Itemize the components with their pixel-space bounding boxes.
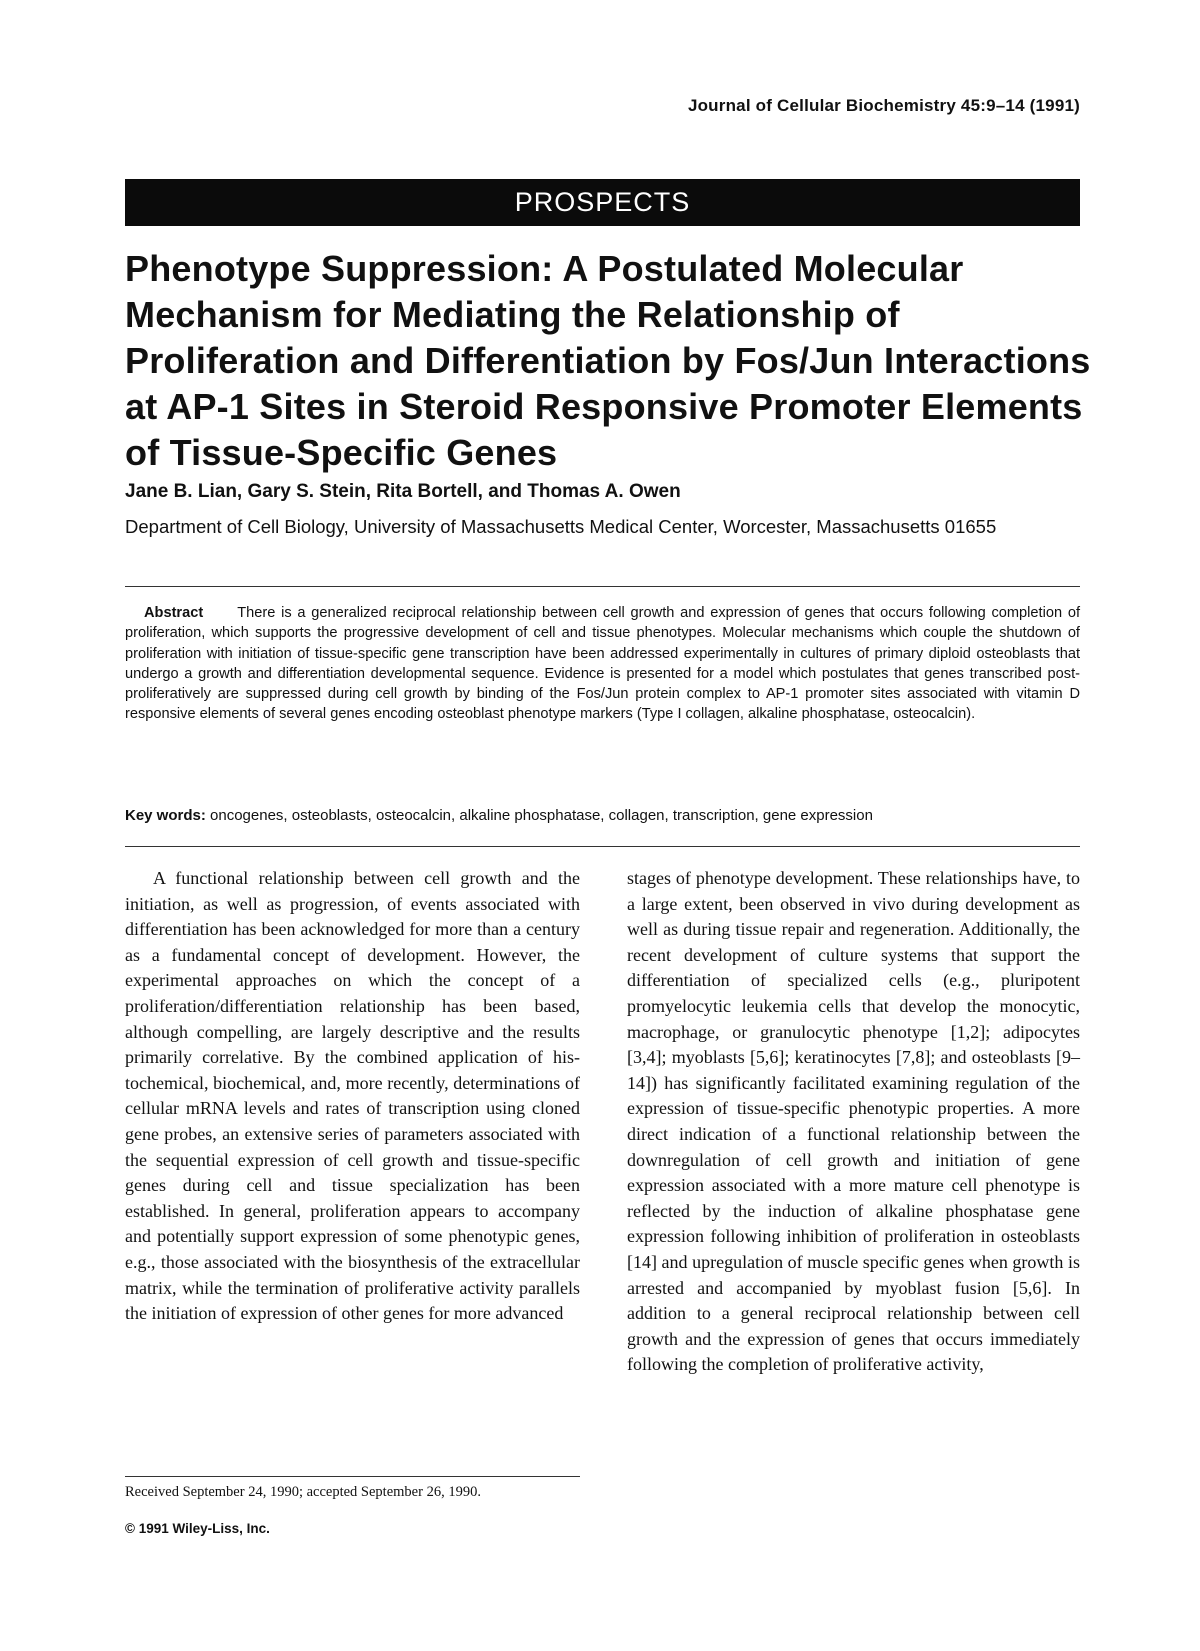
- author-list: Jane B. Lian, Gary S. Stein, Rita Bortell, and Thomas A. Owen: [125, 481, 681, 502]
- section-label: PROSPECTS: [514, 187, 691, 217]
- abstract-text: There is a generalized reciprocal relationship between cell growth and expression of genes that occurs following completion of proliferation, which supports the progressive development of cell and tissue phenotypes. Molecular mechanisms which couple the shutdown of proliferation with initiation of tissue-specific gene transcription have been addressed experimentally in cultures of primary diploid osteoblasts that undergo a growth and differentiation developmental sequence. Evidence is presented for a model which postulates that genes transcribed post-proliferatively are suppressed during cell growth by binding of the Fos/Jun protein complex to AP-1 promoter sites associated with vitamin D responsive elements of several genes encoding osteoblast phenotype markers (Type I collagen, alkaline phosphatase, osteocalcin).: [125, 605, 1080, 723]
- abstract-label: Abstract: [144, 605, 204, 621]
- copyright-note: © 1991 Wiley-Liss, Inc.: [125, 1521, 270, 1536]
- affiliation: Department of Cell Biology, University of Massachusetts Medical Center, Worcester, Massachusetts 01655: [125, 516, 997, 537]
- divider-top: [125, 586, 1080, 587]
- keywords-block: [125, 807, 1085, 824]
- footnote-divider: [125, 1476, 580, 1477]
- article-title: Phenotype Suppression: A Postulated Molecular Mechanism for Mediating the Relationship of Proliferation and Differentiation by Fos/Jun Interactions at AP-1 Sites in Steroid Responsive Promoter Elements of Tissue-Specific Genes: [125, 248, 1091, 473]
- body-column-right: stages of phenotype development. These relationships have, to a large extent, been observed in vivo during development as well as during tissue repair and regeneration. Additionally, the recent development of culture systems that support the differentiation of specialized cells (e.g., pluripotent promyelocytic leukemia cells that develop the monocytic, macrophage, or granulocytic phenotype [1,2]; adipocytes [3,4]; myoblasts [5,6]; keratinocytes [7,8]; and osteoblasts [9–14]) has significantly facilitated examining regulation of the expression of tissue-specific phenotypic properties. A more direct indication of a functional relationship between the downregulation of cell growth and initiation of gene expression associated with a more mature cell phenotype is reflected by the induction of alkaline phosphatase gene expression following inhibition of proliferation in osteoblasts [14] and upregulation of muscle specific genes when growth is arrested and accompanied by myoblast fusion [5,6]. In addition to a general reciprocal relationship between cell growth and the expression of genes that occurs immediately following the completion of proliferative activity,: [627, 868, 1080, 1375]
- abstract-block: [125, 603, 1080, 725]
- keywords-label: Key words:: [125, 807, 206, 824]
- divider-bottom: [125, 846, 1080, 847]
- keywords-text: oncogenes, osteoblasts, osteocalcin, alkaline phosphatase, collagen, transcription, gene expression: [210, 807, 873, 824]
- received-note: Received September 24, 1990; accepted September 26, 1990.: [125, 1484, 481, 1500]
- journal-citation: Journal of Cellular Biochemistry 45:9–14 (1991): [687, 96, 1080, 115]
- section-banner: [125, 179, 1080, 226]
- body-column-left: A functional relationship between cell growth and the initiation, as well as progression, of events associated with differentiation has been acknowledged for more than a century as a fundamental concept of development. However, the experimental approaches on which the concept of a proliferation/differentiation relationship has been based, although compelling, are largely descriptive and the results primarily correlative. By the combined application of histochemical, biochemical, and, more recently, determinations of cellular mRNA levels and rates of transcription using cloned gene probes, an extensive series of parameters associated with the sequential expression of cell growth and tissue-specific genes during cell and tissue specialization has been established. In general, proliferation appears to accompany and potentially support expression of some phenotypic genes, e.g., those associated with the biosynthesis of the extracellular matrix, while the termination of proliferative activity parallels the initiation of expression of other genes for more advanced: [125, 868, 580, 1324]
